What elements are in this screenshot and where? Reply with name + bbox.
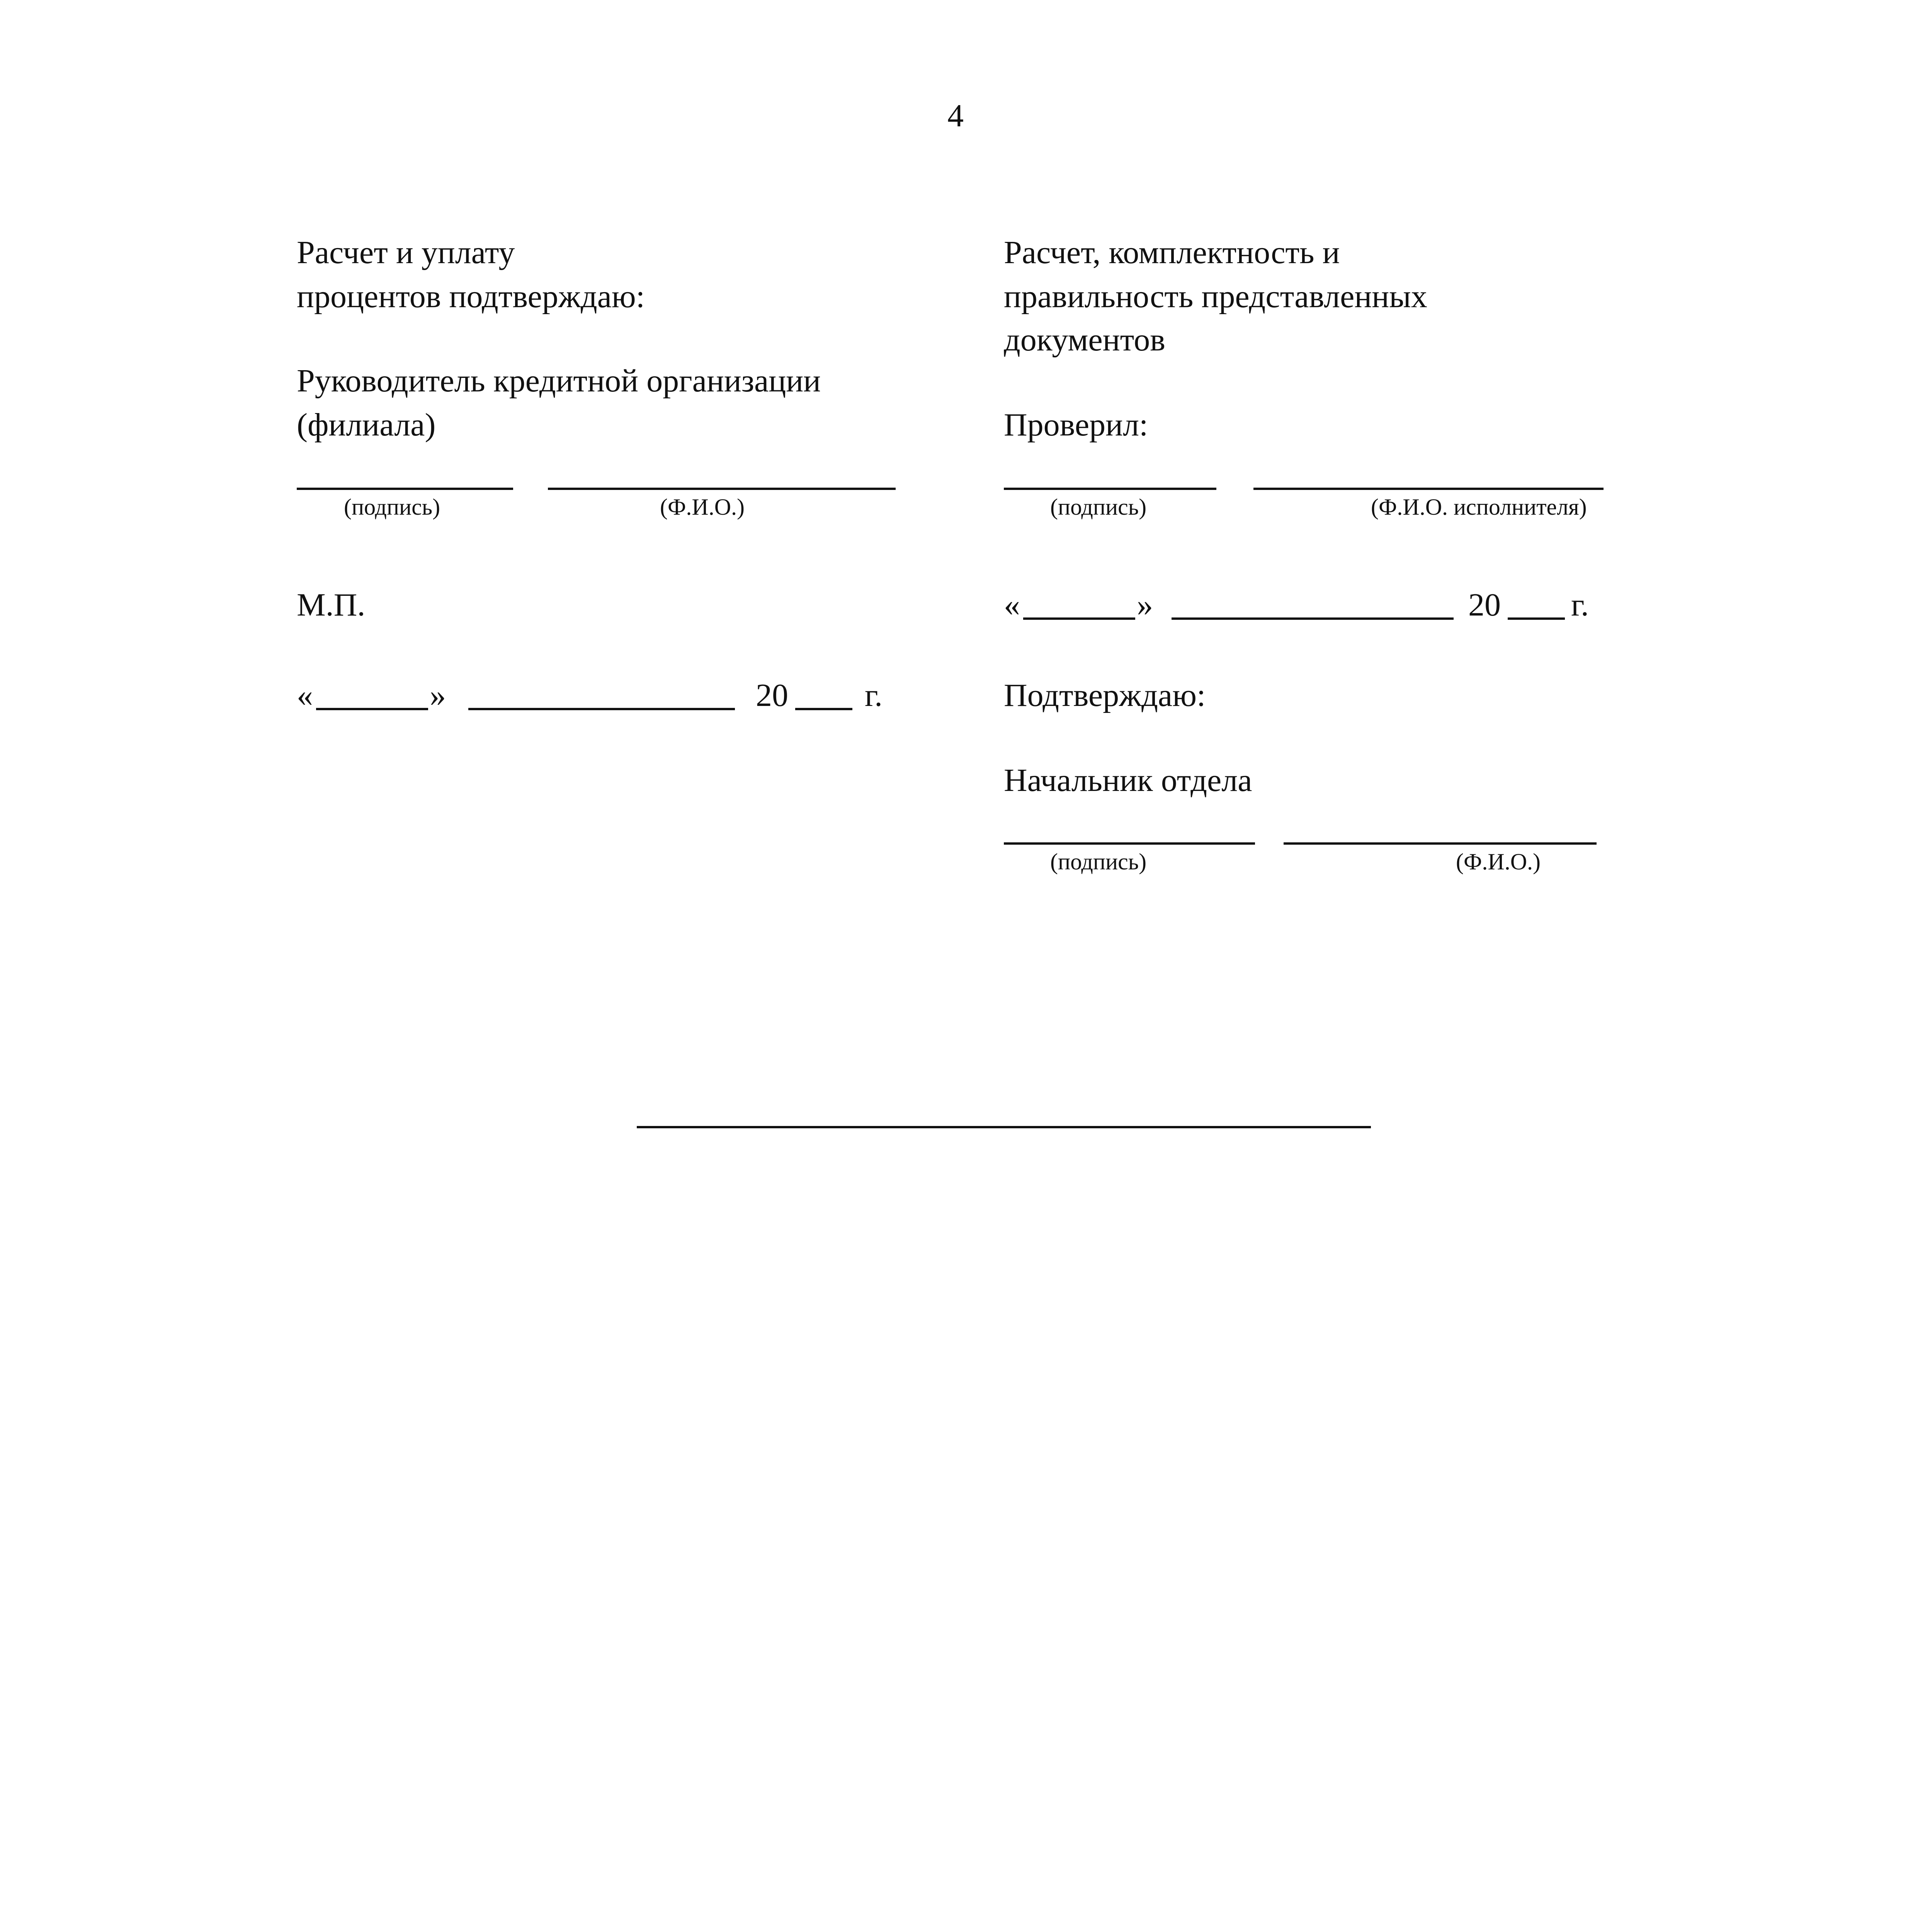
right-calc-line1: Расчет, комплектность и (1004, 235, 1340, 270)
right-date-day-line (1023, 617, 1135, 620)
right-caption-name-2: (Ф.И.О.) (1456, 849, 1541, 874)
right-date-month-line (1172, 617, 1454, 620)
left-date-close-quote: » (430, 677, 446, 713)
left-head-line1: Руководитель кредитной организации (297, 363, 821, 399)
left-head-line2: (филиала) (297, 407, 436, 443)
left-date-month-line (468, 708, 735, 710)
right-date-close-quote: » (1137, 587, 1153, 623)
left-date-year-prefix: 20 (756, 677, 788, 713)
right-confirm: Подтверждаю: (1004, 677, 1206, 713)
closing-rule (637, 1126, 1371, 1128)
right-calc-line3: документов (1004, 322, 1165, 358)
right-caption-signature: (подпись) (1050, 494, 1147, 520)
right-dept-head: Начальник отдела (1004, 762, 1252, 798)
left-date-year-line (795, 708, 852, 710)
right-date-year-prefix: 20 (1468, 587, 1501, 623)
page-number: 4 (947, 98, 964, 134)
right-checked: Проверил: (1004, 407, 1148, 443)
right-caption-executor: (Ф.И.О. исполнителя) (1371, 494, 1587, 520)
right-date-year-line (1508, 617, 1565, 620)
left-name-line (548, 488, 896, 490)
right-date-open-quote: « (1004, 587, 1020, 623)
left-confirm-line1: Расчет и уплату (297, 235, 515, 270)
left-caption-signature: (подпись) (344, 494, 440, 520)
right-date-year-suffix: г. (1571, 587, 1589, 623)
left-confirm-line2: процентов подтверждаю: (297, 279, 645, 315)
left-signature-line (297, 488, 513, 490)
right-signature-line-2 (1004, 842, 1255, 845)
right-executor-line (1253, 488, 1604, 490)
left-stamp: М.П. (297, 587, 366, 623)
left-caption-name: (Ф.И.О.) (660, 494, 745, 520)
left-date-year-suffix: г. (865, 677, 883, 713)
right-calc-line2: правильность представленных (1004, 279, 1427, 315)
right-caption-signature-2: (подпись) (1050, 849, 1147, 874)
right-name-line-2 (1284, 842, 1597, 845)
left-date-open-quote: « (297, 677, 313, 713)
left-date-day-line (316, 708, 428, 710)
right-signature-line (1004, 488, 1216, 490)
